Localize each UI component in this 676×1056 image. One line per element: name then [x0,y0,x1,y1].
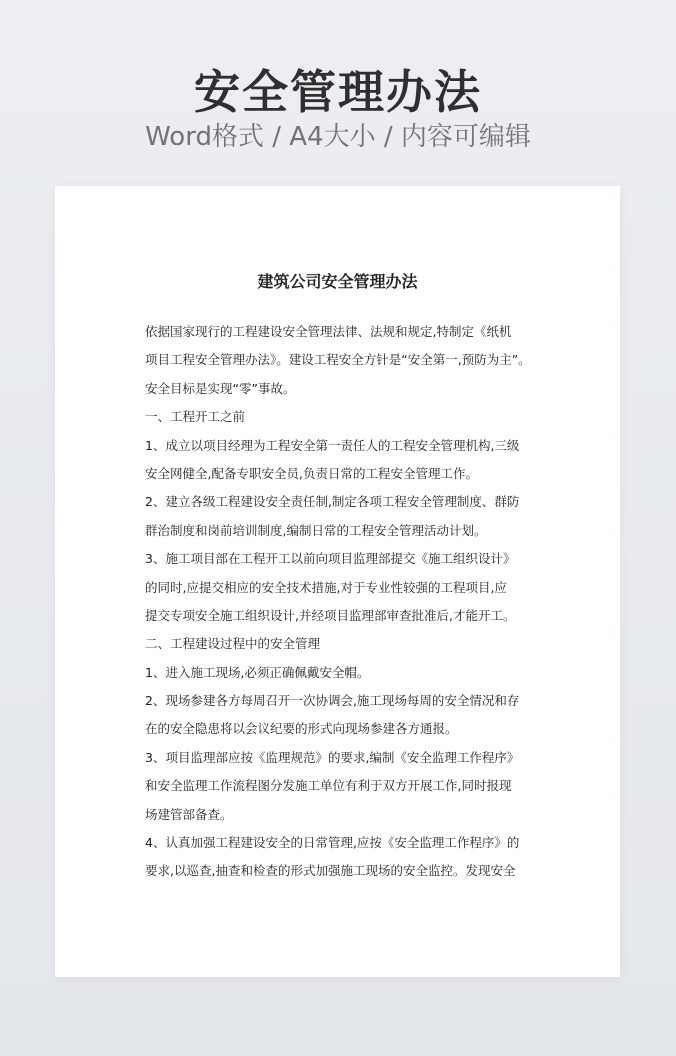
document-line: 4、认真加强工程建设安全的日常管理,应按《安全监理工作程序》的 [145,835,520,851]
document-line: 3、施工项目部在工程开工以前向项目监理部提交《施工组织设计》 [145,551,516,567]
banner-title: 安全管理办法 [194,65,482,119]
document-body [145,318,545,886]
section-heading: 一、工程开工之前 [145,409,246,425]
document-line: 2、建立各级工程建设安全责任制,制定各项工程安全管理制度、群防 [145,494,520,510]
document-line: 的同时,应提交相应的安全技术措施,对于专业性较强的工程项目,应 [145,579,507,595]
document-title: 建筑公司安全管理办法 [257,272,418,291]
document-line: 2、现场参建各方每周召开一次协调会,施工现场每周的安全情况和存 [145,693,520,709]
document-line: 群治制度和岗前培训制度,编制日常的工程安全管理活动计划。 [145,522,487,538]
banner-subtitle: Word格式 / A4大小 / 内容可编辑 [145,122,531,152]
document-line: 安全网健全,配备专职安全员,负责日常的工程安全管理工作。 [145,465,478,481]
document-line: 和安全监理工作流程图分发施工单位有利于双方开展工作,同时报现 [145,778,512,794]
document-line: 提交专项安全施工组织设计,并经项目监理部审查批准后,才能开工。 [145,607,516,623]
document-page [55,186,620,977]
document-line: 1、成立以项目经理为工程安全第一责任人的工程安全管理机构,三级 [145,437,520,453]
document-line: 在的安全隐患将以会议纪要的形式向现场参建各方通报。 [145,721,458,737]
document-line: 依据国家现行的工程建设安全管理法律、法规和规定,特制定《纸机 [145,324,512,339]
section-heading: 二、工程建设过程中的安全管理 [145,636,321,652]
document-line: 3、项目监理部应按《监理规范》的要求,编制《安全监理工作程序》 [145,749,520,765]
document-line: 场建管部备查。 [145,806,233,822]
document-line: 1、进入施工现场,必须正确佩戴安全帽。 [145,664,370,680]
document-line: 安全目标是实现“零”事故。 [145,380,296,396]
document-line: 项目工程安全管理办法》。建设工程安全方针是“安全第一,预防为主”。 [145,352,531,368]
document-line: 要求,以巡查,抽查和检查的形式加强施工现场的安全监控。发现安全 [145,863,516,879]
